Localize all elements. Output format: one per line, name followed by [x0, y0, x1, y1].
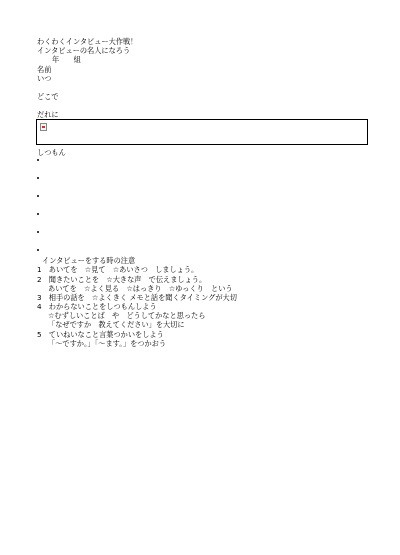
note-line-8: 5 ていねいなこと言葉つかいをしよう	[37, 330, 164, 339]
note-line-9: 「～ですか。」「～ます。」をつかおう	[48, 339, 167, 348]
question-bullet-3	[37, 195, 39, 197]
note-line-6: ☆むずしいことば や どうしてかなと思ったら	[48, 311, 206, 320]
note-line-1: 1 あいてを ☆見て ☆あいさつ しましょう。	[37, 265, 199, 274]
note-line-5: 4 わからないことをしつもんしよう	[37, 302, 157, 311]
name-label: 名前	[37, 65, 52, 74]
question-bullet-2	[37, 177, 39, 179]
grade-class-label: 年 組	[52, 55, 81, 64]
where-label: どこで	[37, 92, 59, 101]
question-bullet-1	[37, 159, 39, 161]
questions-label: しつもん	[37, 148, 66, 157]
note-line-3: あいてを ☆よく見る ☆はっきり ☆ゆっくり という	[48, 284, 233, 293]
who-label: だれに	[37, 110, 59, 119]
who-answer-box[interactable]	[36, 119, 368, 145]
when-label: いつ	[37, 74, 52, 83]
note-line-7: 「なぜですか 教えてください」を大切に	[48, 320, 185, 329]
worksheet-title: わくわくインタビュー大作戦！	[37, 37, 138, 46]
worksheet-subtitle: インタビューの名人になろう	[37, 46, 131, 55]
note-line-4: 3 相手の話を ☆よくきく メモと話を聞くタイミングが大切	[37, 293, 237, 302]
question-bullet-4	[37, 213, 39, 215]
notes-heading: インタビューをする時の注意	[42, 256, 136, 265]
note-line-2: 2 聞きたいことを ☆大きな声 で伝えましょう。	[37, 275, 207, 284]
question-bullet-6	[37, 249, 39, 251]
broken-image-icon	[40, 123, 47, 131]
question-bullet-5	[37, 231, 39, 233]
